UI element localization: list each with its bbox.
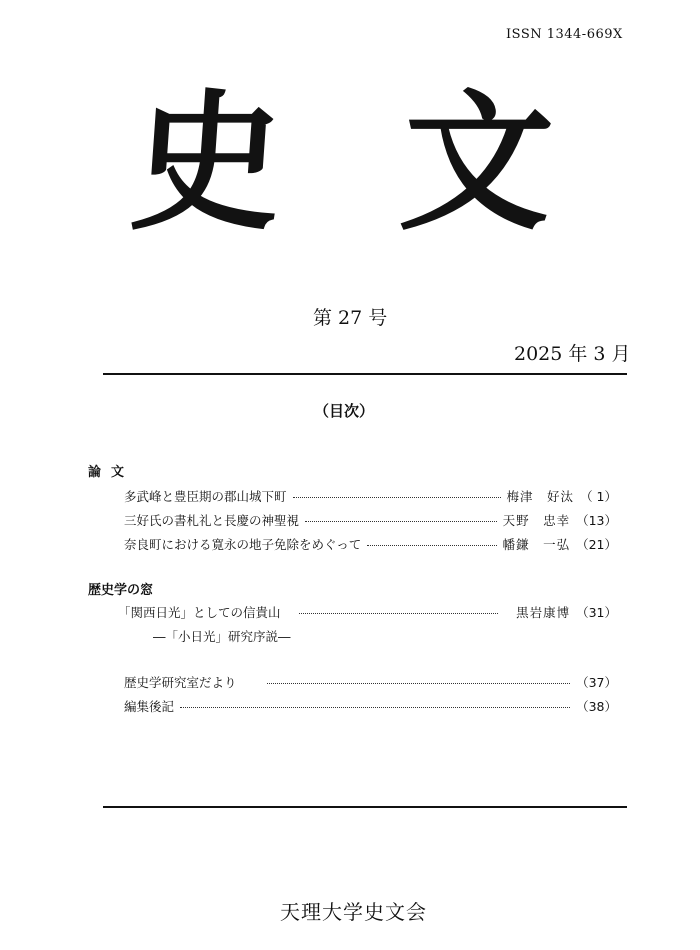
leader-dots: [293, 497, 501, 498]
issue-date: 2025 年 3 月: [514, 343, 631, 365]
toc-entry-page: （ 1）: [580, 489, 617, 504]
toc-entry-title: 多武峰と豊臣期の郡山城下町: [124, 489, 287, 504]
issue-number: 第 27 号: [313, 307, 388, 329]
toc-entry: [124, 673, 617, 691]
issn-number: ISSN 1344-669X: [506, 27, 623, 42]
toc-entry-title: 編集後記: [124, 699, 175, 714]
leader-dots: [267, 683, 571, 684]
bottom-divider: [103, 806, 627, 808]
journal-title-char-2: 文: [395, 75, 559, 251]
toc-entry-subtitle: ―「小日光」研究序説―: [153, 629, 291, 644]
toc-entry-page: （21）: [576, 537, 617, 552]
toc-entry-author: 梅津 好汰: [506, 489, 575, 504]
toc-entry-page: （37）: [576, 675, 617, 690]
publisher-name: 天理大学史文会: [280, 900, 427, 924]
toc-entry-title: 奈良町における寛永の地子免除をめぐって: [124, 537, 362, 552]
journal-title-char-1: 史: [125, 75, 289, 251]
toc-entry-author: 天野 忠幸: [502, 513, 571, 528]
section-label-history-window: 歴史学の窓: [88, 583, 154, 598]
toc-entry-page: （31）: [576, 605, 617, 620]
toc-entry-author: 黒岩康博: [516, 605, 571, 620]
top-divider: [103, 373, 627, 375]
leader-dots: [367, 545, 496, 546]
toc-entry-page: （13）: [576, 513, 617, 528]
toc-entry: [124, 535, 617, 553]
toc-heading: （目次）: [314, 402, 375, 420]
toc-entry-title: 三好氏の書札礼と長慶の神聖視: [124, 513, 300, 528]
toc-entry-title: 歴史学研究室だより: [124, 675, 237, 690]
leader-dots: [299, 613, 499, 614]
toc-entry: [124, 697, 617, 715]
leader-dots: [305, 521, 497, 522]
toc-entry: [124, 511, 617, 529]
section-label-articles: 論文: [88, 465, 135, 480]
toc-entry: [124, 487, 617, 505]
leader-dots: [180, 707, 570, 708]
toc-entry: [118, 603, 617, 621]
toc-entry-page: （38）: [576, 699, 617, 714]
toc-entry-author: 幡鎌 一弘: [502, 537, 571, 552]
toc-entry-title: 「関西日光」としての信貴山: [118, 605, 281, 620]
